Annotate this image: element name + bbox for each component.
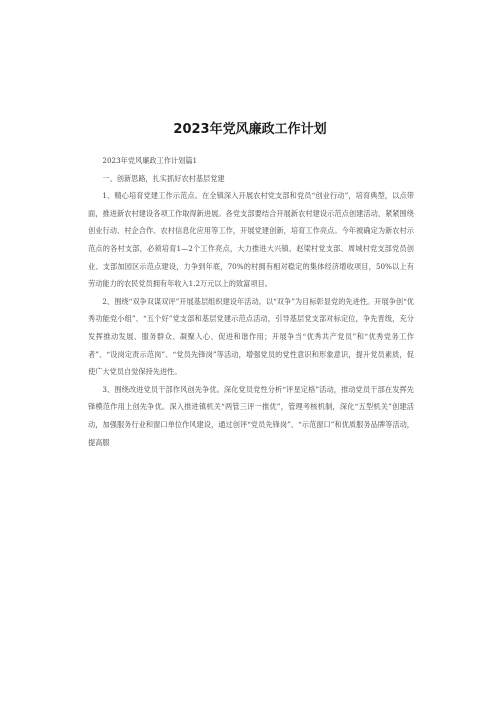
paragraph-heading: 2023年党风廉政工作计划篇1 — [102, 156, 198, 165]
paragraph-item-1: 1、精心培育党建工作示范点。在全镇深入开展农村党支部和党员“创业行动”，培育典型，以点带面，推进新农村建设各项工作取得新进展。各党支部要结合开展新农村建设示范点创建活动，紧紧围绕创业行动、村企合作、农村信息化应用等工作，开展党建创新，培育工作亮点。今年被确定为新农村示范点的各村支部，必须培育1—2个工作亮点，大力推进大兴镇、赵梁村党支部、周城村党支部党员创业、支部加园区示范点建设，力争到年底，70%的村拥有相对稳定的集体经济增收项目，50%以上有劳动能力的农民党员拥有年收入1.2万元以上的致富项目。 — [88, 191, 414, 289]
paragraph-item-2: 2、围绕“双争双谋双评”开展基层组织建设年活动。以“双争”为目标彰显党的先进性。开展争创“优秀功能党小组”、“五个好”党支部和基层党建示范点活动，引导基层党支部对标定位，争先晋级，充分发挥推动发展、服务群众、凝聚人心、促进和谐作用；开展争当“优秀共产党员”和“优秀党务工作者”、“设岗定责示范岗”、“党员先锋岗”等活动，增强党员的党性意识和形象意识，提升党员素质，促使广大党员自觉保持先进性。 — [88, 296, 414, 377]
paragraph-item-3: 3、围绕改进党员干部作风创先争优。深化党员党性分析“评星定格”活动，推动党员干部在发挥先锋模范作用上创先争优。深入推进镇机关“两管三评一推优”，管理考核机制，深化“五型机关”创建活动，加强服务行业和窗口单位作风建设，通过创评“党员先锋岗”、“示范窗口”和优质服务品牌等活动，提高服 — [88, 384, 414, 447]
paragraph-section-heading: 一、创新思路，扎实抓好农村基层党建 — [102, 173, 225, 183]
document-title: 2023年党风廉政工作计划 — [173, 122, 327, 137]
document-body — [88, 152, 414, 451]
